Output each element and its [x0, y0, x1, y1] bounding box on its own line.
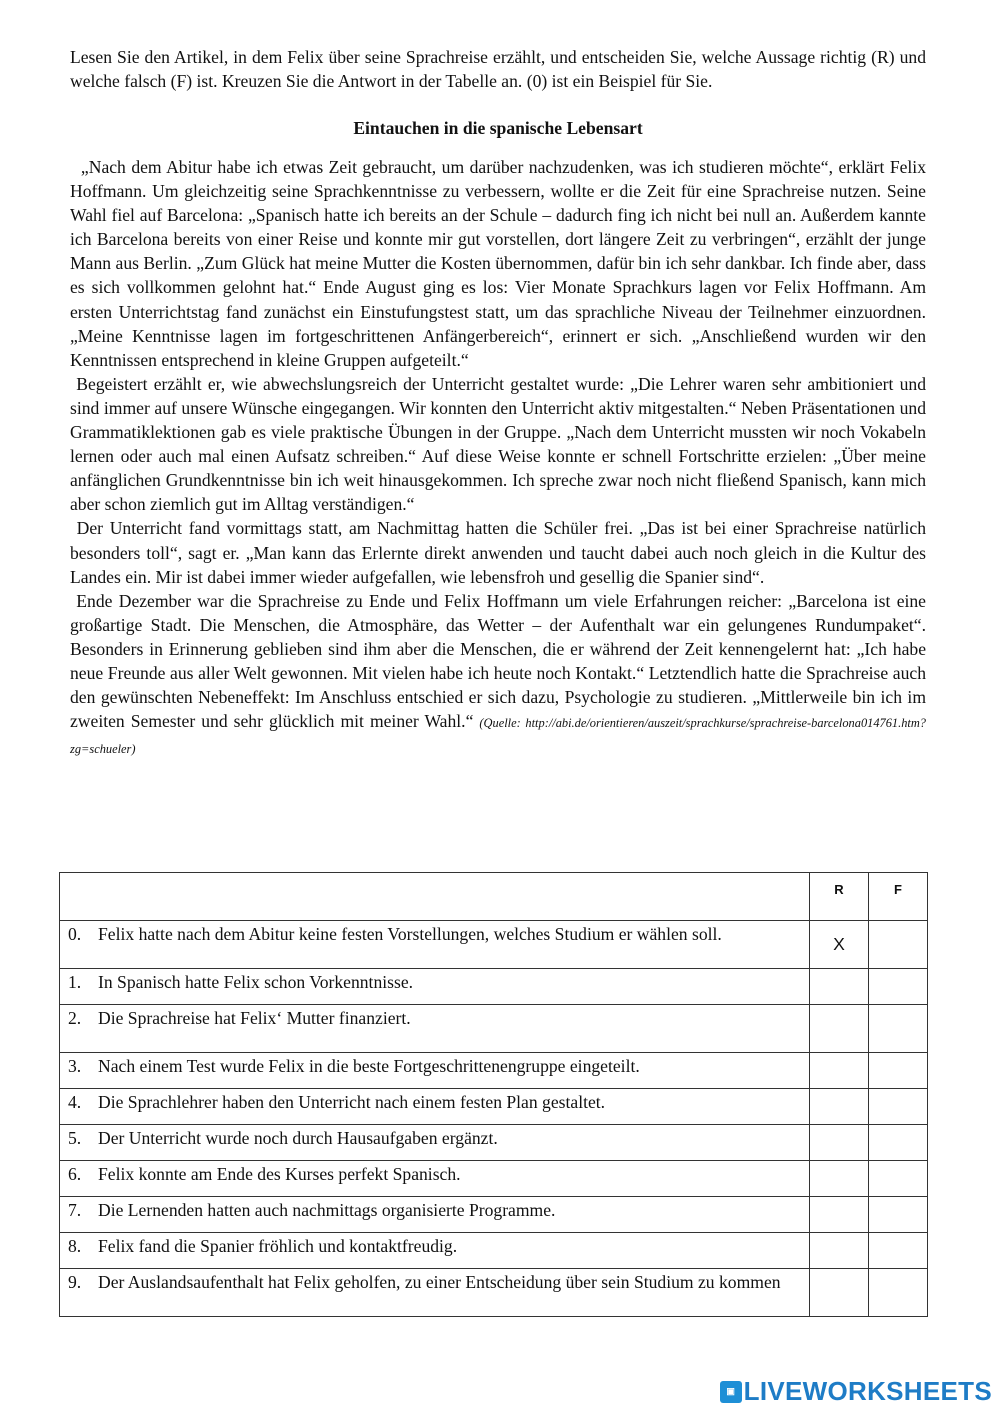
article-paragraph: „Nach dem Abitur habe ich etwas Zeit gebraucht, um darüber nachzudenken, was ich studieren möchte“, erklärt Felix Hoffmann. Um gleichzeitig seine Sprachkenntnisse zu verbessern, wollte er die Zeit für eine Sprachreise nutzen. Seine Wahl fiel auf Barcelona: „Spanisch hatte ich bereits an der Schule – dadurch fing ich nicht bei null an. Außerdem kannte ich Barcelona bereits von einer Reise und konnte mir gut vorstellen, dort längere Zeit zu verbringen“, erzählt der junge Mann aus Berlin. „Zum Glück hat meine Mutter die Kosten übernommen, dafür bin ich sehr dankbar. Ich finde aber, dass es sich vollkommen gelohnt hat.“ Ende August ging es los: Vier Monate Sprachkurs lagen vor Felix Hoffmann. Am ersten Unterrichtstag fand zunächst ein Einstufungstest statt, um das sprachliche Niveau der Teilnehmer einzuordnen. „Meine Kenntnisse lagen im fortgeschrittenen Anfängerbereich“, erinnert er sich. „Anschließend wurden wir den Kenntnissen entsprechend in kleine Gruppen aufgeteilt.“	[70, 157, 926, 370]
statement-wrap	[60, 1089, 809, 1114]
answer-cell-r[interactable]	[810, 1089, 869, 1125]
answer-cell-f[interactable]	[869, 1161, 928, 1197]
article-paragraph: Begeistert erzählt er, wie abwechslungsreich der Unterricht gestaltet wurde: „Die Lehrer waren sehr ambitioniert und sind immer auf unsere Wünsche eingegangen. Wir konnten den Unterricht aktiv mitgestalten.“ Neben Präsentationen und Grammatiklektionen gab es viele praktische Übungen in der Gruppe. „Nach dem Unterricht mussten wir noch Vokabeln lernen oder auch mal einen Aufsatz schreiben.“ Auf diese Weise konnte er schnell Fortschritte erzielen: „Über meine anfänglichen Grundkenntnisse bin ich weit hinausgekommen. Ich spreche zwar noch nicht fließend Spanisch, kann mich aber schon ziemlich gut im Alltag verständigen.“	[70, 373, 926, 515]
table-row	[60, 1089, 928, 1125]
answer-cell-f[interactable]	[869, 921, 928, 969]
statement-wrap	[60, 1197, 809, 1222]
statement-number: 4.	[68, 1092, 82, 1112]
statement-cell	[60, 1053, 810, 1089]
statement-text: Die Lernenden hatten auch nachmittags organisierte Programme.	[98, 1200, 556, 1220]
statement-text: Der Auslandsaufenthalt hat Felix geholfen, zu einer Entscheidung über sein Studium zu kommen	[98, 1272, 781, 1292]
answer-table	[59, 872, 928, 1317]
statement-number: 7.	[68, 1200, 82, 1220]
instructions: Lesen Sie den Artikel, in dem Felix über seine Sprachreise erzählt, und entscheiden Sie, welche Aussage richtig (R) und welche falsch (F) ist. Kreuzen Sie die Antwort in der Tabelle an. (0) ist ein Beispiel für Sie.	[70, 47, 926, 91]
statement-wrap	[60, 1269, 809, 1294]
statement-text: Felix hatte nach dem Abitur keine festen Vorstellungen, welches Studium er wählen soll.	[98, 924, 722, 944]
article-title: Eintauchen in die spanische Lebensart	[353, 118, 643, 138]
statement-cell	[60, 1197, 810, 1233]
statement-text: Die Sprachreise hat Felix‘ Mutter finanziert.	[98, 1008, 411, 1028]
statement-number: 3.	[68, 1056, 82, 1076]
liveworksheets-logo	[720, 1376, 992, 1407]
article-paragraph-text: Ende Dezember war die Sprachreise zu Ende und Felix Hoffmann um viele Erfahrungen reicher: „Barcelona ist eine großartige Stadt. Die Menschen, die Atmosphäre, das Wetter – der Aufenthalt war ein gelungenes Rundumpaket“. Besonders in Erinnerung geblieben sind ihm aber die Menschen, die er während der Zeit kennengelernt hat: „Ich habe neue Freunde aus aller Welt gewonnen. Mit vielen habe ich heute noch Kontakt.“ Letztendlich hatte die Sprachreise auch den gewünschten Nebeneffekt: Im Anschluss entschied er sich dazu, Psychologie zu studieren. „Mittlerweile bin ich im zweiten Semester und sehr glücklich mit meiner Wahl.“	[70, 590, 926, 732]
table-body	[60, 921, 928, 1317]
answer-cell-r[interactable]	[810, 969, 869, 1005]
statement-number: 0.	[68, 924, 82, 944]
answer-cell-f[interactable]	[869, 1125, 928, 1161]
table-row	[60, 1161, 928, 1197]
answer-cell-f[interactable]	[869, 969, 928, 1005]
statement-text: Nach einem Test wurde Felix in die beste Fortgeschrittenengruppe eingeteilt.	[98, 1056, 640, 1076]
answer-cell-r[interactable]	[810, 1197, 869, 1233]
table-row	[60, 969, 928, 1005]
statement-cell	[60, 1161, 810, 1197]
statement-text: Die Sprachlehrer haben den Unterricht nach einem festen Plan gestaltet.	[98, 1092, 606, 1112]
statement-cell	[60, 1233, 810, 1269]
table-row	[60, 921, 928, 969]
answer-cell-r[interactable]	[810, 1233, 869, 1269]
statement-number: 9.	[68, 1272, 82, 1292]
table-header-row	[60, 873, 928, 921]
statement-wrap	[60, 1053, 809, 1078]
table-row	[60, 1269, 928, 1317]
statement-wrap	[60, 969, 809, 994]
answer-cell-f[interactable]	[869, 1197, 928, 1233]
answer-cell-r[interactable]: X	[810, 921, 869, 969]
answer-cell-f[interactable]	[869, 1053, 928, 1089]
answer-cell-f[interactable]	[869, 1089, 928, 1125]
statement-cell	[60, 1005, 810, 1053]
statement-number: 1.	[68, 972, 82, 992]
statement-cell	[60, 921, 810, 969]
statement-wrap	[60, 1125, 809, 1150]
answer-cell-r[interactable]	[810, 1053, 869, 1089]
statement-cell	[60, 1125, 810, 1161]
statement-number: 8.	[68, 1236, 82, 1256]
statement-text: Der Unterricht wurde noch durch Hausaufgaben ergänzt.	[98, 1128, 498, 1148]
statement-text: Felix konnte am Ende des Kurses perfekt Spanisch.	[98, 1164, 461, 1184]
statement-text: Felix fand die Spanier fröhlich und kontaktfreudig.	[98, 1236, 458, 1256]
table-row	[60, 1125, 928, 1161]
header-f: F	[869, 873, 928, 921]
worksheet-page	[70, 46, 926, 761]
statement-number: 5.	[68, 1128, 82, 1148]
header-blank-cell	[60, 873, 810, 921]
statement-wrap	[60, 1005, 809, 1030]
answer-cell-r[interactable]	[810, 1269, 869, 1317]
statement-cell	[60, 969, 810, 1005]
table-row	[60, 1233, 928, 1269]
statement-text: In Spanisch hatte Felix schon Vorkenntnisse.	[98, 972, 414, 992]
answer-cell-f[interactable]	[869, 1269, 928, 1317]
answer-cell-f[interactable]	[869, 1233, 928, 1269]
logo-badge-icon: ▣	[720, 1381, 742, 1403]
statement-cell	[60, 1089, 810, 1125]
header-r: R	[810, 873, 869, 921]
answer-cell-f[interactable]	[869, 1005, 928, 1053]
table-row	[60, 1053, 928, 1089]
statement-number: 2.	[68, 1008, 82, 1028]
article-paragraph	[70, 589, 926, 762]
statement-wrap	[60, 921, 809, 946]
source-citation: (Quelle: http://abi.de/orientieren/auszeit/sprachkurse/sprachreise-barcelona014761.htm?zg=schueler)	[70, 716, 926, 757]
statement-number: 6.	[68, 1164, 82, 1184]
statement-cell	[60, 1269, 810, 1317]
answer-cell-r[interactable]	[810, 1161, 869, 1197]
answer-cell-r[interactable]	[810, 1005, 869, 1053]
article-body	[70, 155, 926, 761]
statement-wrap	[60, 1161, 809, 1186]
table-row	[60, 1005, 928, 1053]
table-row	[60, 1197, 928, 1233]
statement-wrap	[60, 1233, 809, 1258]
answer-cell-r[interactable]	[810, 1125, 869, 1161]
logo-text: LIVEWORKSHEETS	[743, 1376, 992, 1406]
article-paragraph: Der Unterricht fand vormittags statt, am Nachmittag hatten die Schüler frei. „Das ist bei einer Sprachreise natürlich besonders toll“, sagt er. „Man kann das Erlernte direkt anwenden und taucht dabei auch noch gleich in die Kultur des Landes ein. Mir ist dabei immer wieder aufgefallen, wie lebensfroh und gesellig die Spanier sind“.	[70, 518, 926, 587]
